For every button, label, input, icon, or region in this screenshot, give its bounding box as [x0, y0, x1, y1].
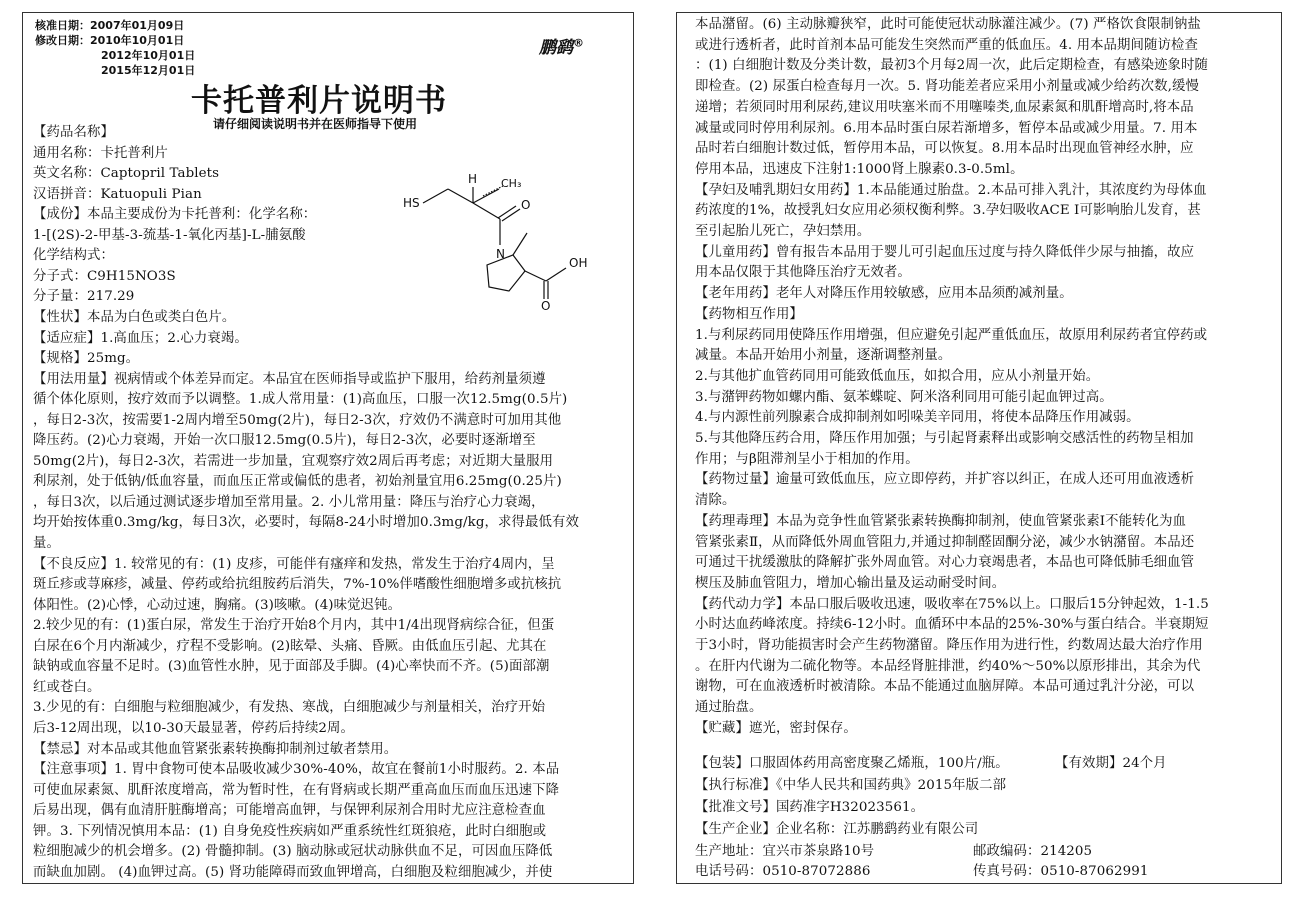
text-line: 缺钠或血容量不足时。(3)血管性水肿，见于面部及手脚。(4)心率快而不齐。(5)面部潮 [33, 659, 550, 675]
text-line: 【成份】本品主要成份为卡托普利：化学名称： [33, 207, 317, 223]
registered-mark: ® [573, 36, 584, 50]
text-line: 分子式：C9H15NO3S [33, 268, 176, 284]
structure-label-ch3: CH₃ [501, 177, 522, 190]
text-line: 本品潴留。(6) 主动脉瓣狭窄，此时可能使冠状动脉灌注减少。(7) 严格饮食限制钠盐 [695, 17, 1201, 32]
text-line: 【性状】本品为白色或类白色片。 [33, 309, 236, 325]
text-line: 分子量：217.29 [33, 289, 135, 305]
text-line: ，每日2-3次，按需要1-2周内增至50mg(2片)，每日2-3次，疗效仍不满意时可加用其他 [33, 412, 562, 428]
revision-label: 修改日期： [35, 34, 90, 47]
page-subtitle: 请仔细阅读说明书并在医师指导下使用 [213, 117, 418, 131]
text-line: 【孕妇及哺乳期妇女用药】1.本品能通过胎盘。2.本品可排入乳汁，其浓度约为母体血 [695, 182, 1207, 198]
text-line: 红或苍白。 [33, 679, 101, 695]
text-line: 汉语拼音：Katuopuli Pian [33, 186, 202, 202]
text-line: 【儿童用药】曾有报告本品用于婴儿可引起血压过度与持久降低伴少尿与抽搐，故应 [695, 244, 1195, 260]
text-line: 作用；与β阻滞剂呈小于相加的作用。 [695, 451, 919, 467]
postcode-info: 邮政编码：214205 [973, 844, 1093, 859]
text-line: 谢物，可在血液透析时被清除。本品不能通过血脑屏障。本品可通过乳汁分泌，可以 [695, 679, 1195, 695]
text-line: 【贮藏】遮光，密封保存。 [695, 720, 857, 736]
text-line: 至引起胎儿死亡，孕妇禁用。 [695, 224, 871, 239]
text-line: 量。 [33, 536, 60, 551]
phone-info: 电话号码：0510-87072886 [695, 864, 871, 879]
text-line: 斑丘疹或荨麻疹，减量、停药或给抗组胺药后消失，7%-10%伴嗜酸性细胞增多或抗核抗 [33, 577, 562, 593]
validity-info: 【有效期】24个月 [1055, 756, 1167, 771]
right-panel [676, 12, 1282, 884]
text-line: 药浓度的1%，故授乳妇女应用必须权衡利弊。3.孕妇吸收ACE I可影响胎儿发育，甚 [695, 203, 1201, 219]
text-line: 5.与其他降压药合用，降压作用加强；与引起肾素释出或影响交感活性的药物呈相加 [695, 431, 1194, 446]
text-line: ，每日3次，以后通过测试逐步增加至常用量。2. 小儿常用量：降压与治疗心力衰竭， [33, 494, 545, 510]
text-line: 英文名称：Captopril Tablets [33, 166, 220, 182]
text-line: 可使血尿素氮、肌酐浓度增高，常为暂时性，在有肾病或长期严重高血压而血压迅速下降 [33, 782, 560, 798]
text-line: 【不良反应】1. 较常见的有：(1) 皮疹，可能伴有瘙痒和发热，常发生于治疗4周内，呈 [33, 556, 555, 572]
text-line: 品时若白细胞计数过低，暂停用本品，可以恢复。8.用本品时出现血管神经水肿，应 [695, 141, 1194, 157]
text-line: 降压药。(2)心力衰竭，开始一次口服12.5mg(0.5片)，每日2-3次，必要时逐渐增至 [33, 433, 536, 449]
approval-number: 【批准文号】国药准字H32023561。 [695, 800, 925, 815]
text-line: 【药理毒理】本品为竞争性血管紧张素转换酶抑制剂，使血管紧张素Ⅰ不能转化为血 [695, 513, 1187, 529]
page-title: 卡托普利片说明书 [191, 83, 447, 119]
text-line: 【适应症】1.高血压；2.心力衰竭。 [33, 330, 248, 346]
text-line: 。在肝内代谢为二硫化物等。本品经肾脏排泄，约40%～50%以原形排出，其余为代 [695, 658, 1201, 674]
text-line: 利尿剂，处于低钠/低血容量，而血压正常或偏低的患者，初始剂量宜用6.25mg(0.25片) [33, 474, 562, 490]
text-line: 于3小时，肾功能损害时会产生药物潴留。降压作用为进行性，约数周达最大治疗作用 [695, 638, 1203, 653]
text-line: 通用名称：卡托普利片 [33, 145, 168, 161]
text-line: 【规格】25mg。 [33, 351, 140, 367]
brand-logo [539, 33, 584, 58]
text-line: 后3-12周出现，以10-30天最显著，停药后持续2周。 [33, 720, 355, 736]
text-line: 【注意事项】1. 胃中食物可使本品吸收减少30%-40%，故宜在餐前1小时服药。2. 本品 [33, 762, 560, 778]
text-line: 体阳性。(2)心悸，心动过速，胸痛。(3)咳嗽。(4)味觉迟钝。 [33, 597, 402, 613]
text-line: 粒细胞减少的机会增多。(2) 骨髓抑制。(3) 脑动脉或冠状动脉供血不足，可因血压降低 [33, 844, 553, 860]
standard-info: 【执行标准】《中华人民共和国药典》2015年版二部 [695, 778, 1007, 793]
approval-date: 2007年01月09日 [90, 19, 185, 32]
structure-label-hs: HS [403, 196, 420, 210]
text-line: 【药物相互作用】 [695, 306, 803, 322]
text-line: 【老年用药】老年人对降压作用较敏感，应用本品须酌减剂量。 [695, 286, 1073, 302]
structure-label-oh: OH [569, 256, 588, 270]
revision-date-2: 2012年10月01日 [101, 49, 196, 62]
structure-label-o1: O [521, 198, 531, 212]
revision-date-3: 2015年12月01日 [101, 64, 196, 77]
text-line: 小时达血药峰浓度。持续6-12小时。血循环中本品的25%-30%与蛋白结合。半衰期短 [695, 617, 1209, 633]
text-line: 或进行透析者，此时首剂本品可能发生突然而严重的低血压。4. 用本品期间随访检查 [695, 37, 1198, 53]
text-line: 1-[(2S)-2-甲基-3-巯基-1-氧化丙基]-L-脯氨酸 [33, 227, 306, 243]
text-line: 用本品仅限于其他降压治疗无效者。 [695, 265, 911, 281]
text-line: 白尿在6个月内渐减少，疗程不受影响。(2)眩晕、头痛、昏厥。由低血压引起、尤其在 [33, 638, 547, 654]
structure-label-o2: O [541, 299, 551, 311]
text-line: 3.与潴钾药物如螺内酯、氨苯蝶啶、阿米洛利同用可能引起血钾过高。 [695, 389, 1113, 405]
structure-label-n: N [496, 247, 505, 261]
text-line: 楔压及肺血管阻力，增加心输出量及运动耐受时间。 [695, 575, 1006, 591]
chemical-structure [401, 163, 611, 311]
brand-name: 鹏鹞 [539, 38, 573, 58]
approval-label: 核准日期： [35, 19, 90, 32]
text-line: ：(1) 白细胞计数及分类计数，最初3个月每2周一次，此后定期检查，有感染迹象时随 [695, 58, 1209, 74]
text-line: 可通过干扰缓激肽的降解扩张外周血管。对心力衰竭患者，本品也可降低肺毛细血管 [695, 555, 1195, 571]
text-line: 50mg(2片)，每日2-3次，若需进一步加量，宜观察疗效2周后再考虑；对近期大量服用 [33, 453, 554, 469]
text-line: 而缺血加剧。 (4)血钾过高。(5) 肾功能障碍而致血钾增高，白细胞及粒细胞减少，并使 [33, 864, 553, 880]
text-line: 管紧张素Ⅱ，从而降低外周血管阻力,并通过抑制醛固酮分泌，减少水钠潴留。本品还 [695, 534, 1195, 550]
text-line: 递增；若须同时用利尿药,建议用呋塞米而不用噻嗪类,血尿素氮和肌酐增高时,将本品 [695, 99, 1194, 115]
approval-date-row [35, 19, 184, 33]
text-line: 4.与内源性前列腺素合成抑制剂如吲哚美辛同用，将使本品降压作用减弱。 [695, 410, 1140, 426]
fax-info: 传真号码：0510-87062991 [973, 864, 1149, 879]
left-panel [22, 12, 634, 884]
address-info: 生产地址：宜兴市茶泉路10号 [695, 844, 875, 859]
text-line: 【禁忌】对本品或其他血管紧张素转换酶抑制剂过敏者禁用。 [33, 741, 398, 757]
text-line: 减量或同时停用利尿剂。6.用本品时蛋白尿若渐增多，暂停本品或减少用量。7. 用本 [695, 120, 1198, 136]
revision-date-1: 2010年10月01日 [90, 34, 185, 47]
text-line: 【药品名称】 [33, 125, 114, 140]
text-line: 通过胎盘。 [695, 700, 763, 716]
revision-date-row [35, 34, 184, 48]
text-line: 化学结构式： [33, 248, 114, 264]
text-line: 【药代动力学】本品口服后吸收迅速，吸收率在75%以上。口服后15分钟起效，1-1.5 [695, 596, 1209, 612]
text-line: 2.较少见的有：(1)蛋白尿，常发生于治疗开始8个月内，其中1/4出现肾病综合征，但蛋 [33, 618, 555, 634]
text-line: 停用本品，迅速皮下注射1:1000肾上腺素0.3-0.5ml。 [695, 161, 1024, 177]
structure-label-h: H [468, 172, 478, 186]
text-line: 减量。本品开始用小剂量，逐渐调整剂量。 [695, 348, 952, 364]
package-info: 【包装】口服固体药用高密度聚乙烯瓶，100片/瓶。 [695, 756, 1009, 771]
text-line: 即检查。(2) 尿蛋白检查每月一次。5. 肾功能差者应采用小剂量或减少给药次数,缓慢 [695, 79, 1199, 95]
manufacturer-info: 【生产企业】企业名称：江苏鹏鹞药业有限公司 [695, 822, 979, 837]
text-line: 均开始按体重0.3mg/kg，每日3次，必要时，每隔8-24小时增加0.3mg/kg，求得最低有效 [33, 515, 579, 531]
text-line: 后易出现，偶有血清肝脏酶增高；可能增高血钾，与保钾利尿剂合用时尤应注意检查血 [33, 803, 546, 819]
text-line: 1.与利尿药同用使降压作用增强，但应避免引起严重低血压，故原用利尿药者宜停药或 [695, 327, 1208, 343]
text-line: 清除。 [695, 493, 736, 509]
text-line: 3.少见的有：白细胞与粒细胞减少，有发热、寒战，白细胞减少与剂量相关，治疗开始 [33, 700, 546, 716]
text-line: 2.与其他扩血管药同用可能致低血压，如拟合用，应从小剂量开始。 [695, 368, 1100, 384]
text-line: 【用法用量】视病情或个体差异而定。本品宜在医师指导或监护下服用，给药剂量须遵 [33, 371, 546, 387]
text-line: 钾。3. 下列情况慎用本品：(1) 自身免疫性疾病如严重系统性红斑狼疮，此时白细胞或 [33, 823, 547, 839]
text-line: 【药物过量】逾量可致低血压，应立即停药，并扩容以纠正，在成人还可用血液透析 [695, 472, 1195, 488]
text-line: 循个体化原则，按疗效而予以调整。1.成人常用量：(1)高血压，口服一次12.5mg(0.5片) [33, 392, 568, 408]
